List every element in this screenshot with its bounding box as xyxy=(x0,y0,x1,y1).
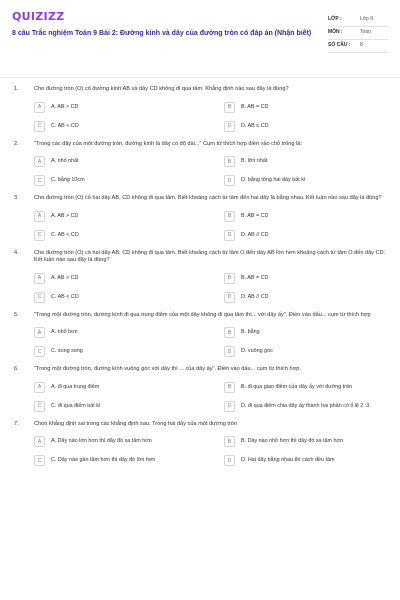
option-text: C. song song xyxy=(51,348,83,355)
answer-options xyxy=(12,155,388,187)
option-letter-box[interactable]: C xyxy=(34,292,45,303)
option-letter-box[interactable]: D xyxy=(224,346,235,357)
option-text: A. nhỏ nhất xyxy=(51,158,79,165)
worksheet-header xyxy=(0,0,400,78)
option-letter-box[interactable]: A xyxy=(34,436,45,447)
option-letter-box[interactable]: C xyxy=(34,455,45,466)
question-item xyxy=(12,195,388,242)
option-letter-box[interactable]: A xyxy=(34,102,45,113)
question-text: "Trong một đường tròn, đường kính đi qua trung điểm của một dây không đi qua tâm thì... với dây ấy". Điền vào dấu... cụm từ thích hợp xyxy=(34,311,371,318)
option-letter-box[interactable]: D xyxy=(224,292,235,303)
answer-option[interactable] xyxy=(224,272,388,285)
answer-option[interactable] xyxy=(224,210,388,223)
option-text: D. Hai dây bằng nhau thì cách đều tâm xyxy=(241,457,335,464)
answer-option[interactable] xyxy=(224,174,388,187)
option-letter-box[interactable]: D xyxy=(224,175,235,186)
option-text: C. AB < CD xyxy=(51,231,79,238)
answer-option[interactable] xyxy=(224,400,388,413)
option-letter-box[interactable]: B xyxy=(224,382,235,393)
question-number: 4. xyxy=(14,249,19,256)
option-text: D. vuông góc xyxy=(241,348,273,355)
answer-option[interactable] xyxy=(34,326,198,339)
question-text: "Trong một đường tròn, đường kính vuông góc với dây thì ... của dây ấy". Điền vào dấu... cụm từ thích hợp xyxy=(34,366,300,372)
question-text: Cho đường tròn (O) có hai dây AB, CD không đi qua tâm. Biết khoảng cách từ tâm O đến dây AB lớn hơn khoảng cách từ tâm O đến dây CD. Kết luận nào sau đây là đúng? xyxy=(34,249,386,263)
option-text: A. Dây nào lớn hơn thì dây đó xa tâm hơn xyxy=(51,438,152,445)
option-text: A. đi qua trung điểm xyxy=(51,383,100,390)
option-text: C. Dây nào gần tâm hơn thì dây đó lớn hơn xyxy=(51,457,156,464)
option-text: D. AB // CD xyxy=(241,231,269,238)
option-letter-box[interactable]: D xyxy=(224,121,235,132)
question-header xyxy=(12,141,388,149)
option-letter-box[interactable]: A xyxy=(34,156,45,167)
option-text: A. AB > CD xyxy=(51,274,79,281)
meta-label: LỚP : xyxy=(328,16,342,22)
question-item xyxy=(12,366,388,413)
option-text: A. nhỏ hơn xyxy=(51,329,78,336)
quizizz-logo: QUIZIZZ xyxy=(12,10,65,23)
worksheet-meta xyxy=(328,14,388,53)
answer-options xyxy=(12,101,388,133)
option-text: B. đi qua giao điểm của dây ấy với đường tròn xyxy=(241,383,353,390)
answer-options xyxy=(12,381,388,413)
answer-option[interactable] xyxy=(34,174,198,187)
answer-option[interactable] xyxy=(34,400,198,413)
meta-value: 8 xyxy=(360,42,363,48)
option-letter-box[interactable]: D xyxy=(224,455,235,466)
answer-option[interactable] xyxy=(34,120,198,133)
answer-option[interactable] xyxy=(224,454,388,467)
option-text: B. AB = CD xyxy=(241,274,269,281)
question-item xyxy=(12,312,388,359)
question-list xyxy=(0,78,400,467)
option-text: B. lớn nhất xyxy=(241,158,268,165)
answer-option[interactable] xyxy=(224,435,388,448)
option-text: A. AB > CD xyxy=(51,212,79,219)
question-number: 5. xyxy=(14,311,19,318)
answer-option[interactable] xyxy=(224,381,388,394)
option-text: B. bằng xyxy=(241,329,260,336)
option-letter-box[interactable]: B xyxy=(224,273,235,284)
answer-option[interactable] xyxy=(34,210,198,223)
question-header xyxy=(12,366,388,374)
option-text: D. AB ≤ CD xyxy=(241,122,269,129)
question-item xyxy=(12,141,388,188)
answer-options xyxy=(12,210,388,242)
answer-option[interactable] xyxy=(224,155,388,168)
option-text: C. bằng 10cm xyxy=(51,177,85,184)
meta-value: Toán xyxy=(360,29,371,35)
meta-question-count xyxy=(328,40,388,53)
answer-option[interactable] xyxy=(224,345,388,358)
question-text: Cho đường tròn (O) có đường kính AB và dây CD không đi qua tâm. Khẳng định nào sau đây là đúng? xyxy=(34,86,289,92)
answer-option[interactable] xyxy=(34,345,198,358)
answer-option[interactable] xyxy=(34,229,198,242)
option-letter-box[interactable]: C xyxy=(34,230,45,241)
answer-option[interactable] xyxy=(34,435,198,448)
question-number: 6. xyxy=(14,366,19,372)
option-text: A. AB > CD xyxy=(51,103,79,110)
question-item xyxy=(12,86,388,133)
meta-subject xyxy=(328,27,388,40)
question-item xyxy=(12,421,388,468)
option-letter-box[interactable]: B xyxy=(224,436,235,447)
meta-label: MÔN : xyxy=(328,29,343,35)
option-letter-box[interactable]: A xyxy=(34,211,45,222)
option-letter-box[interactable]: A xyxy=(34,382,45,393)
answer-option[interactable] xyxy=(224,101,388,114)
question-number: 1. xyxy=(14,86,19,92)
question-header xyxy=(12,86,388,94)
answer-option[interactable] xyxy=(224,229,388,242)
meta-grade xyxy=(328,14,388,27)
answer-options xyxy=(12,326,388,358)
option-text: B. Dây nào nhỏ hơn thì dây đó xa tâm hơn xyxy=(241,438,344,445)
answer-option[interactable] xyxy=(34,155,198,168)
option-letter-box[interactable]: B xyxy=(224,156,235,167)
option-letter-box[interactable]: D xyxy=(224,401,235,412)
option-letter-box[interactable]: C xyxy=(34,175,45,186)
answer-option[interactable] xyxy=(224,120,388,133)
option-text: C. đi qua điểm bất kì xyxy=(51,402,101,409)
option-letter-box[interactable]: A xyxy=(34,327,45,338)
option-letter-box[interactable]: A xyxy=(34,273,45,284)
question-header xyxy=(12,312,388,320)
worksheet-title: 8 câu Trắc nghiệm Toán 9 Bài 2: Đường kính và dây của đường tròn có đáp án (Nhận biết) xyxy=(12,30,312,37)
option-letter-box[interactable]: C xyxy=(34,346,45,357)
option-text: B. AB = CD xyxy=(241,103,269,110)
option-letter-box[interactable]: D xyxy=(224,230,235,241)
option-letter-box[interactable]: B xyxy=(224,327,235,338)
option-text: C. AB < CD xyxy=(51,122,79,129)
question-number: 2. xyxy=(14,140,19,147)
meta-value: Lớp 9 xyxy=(360,16,374,22)
answer-option[interactable] xyxy=(34,454,198,467)
answer-options xyxy=(12,272,388,304)
answer-options xyxy=(12,435,388,467)
option-text: C. AB < CD xyxy=(51,293,79,300)
question-number: 7. xyxy=(14,420,19,427)
option-letter-box[interactable]: C xyxy=(34,401,45,412)
answer-option[interactable] xyxy=(224,326,388,339)
question-text: Cho đường tròn (O) có hai dây AB, CD không đi qua tâm. Biết khoảng cách từ tâm đến hai dây là bằng nhau. Kết luận nào sau đây là đúng? xyxy=(34,195,382,201)
answer-option[interactable] xyxy=(34,272,198,285)
meta-label: SỐ CÂU : xyxy=(328,42,351,48)
option-text: D. bằng tổng hai dây bất kì xyxy=(241,177,306,184)
answer-option[interactable] xyxy=(34,381,198,394)
option-letter-box[interactable]: B xyxy=(224,211,235,222)
question-text: Chọn khẳng định sai trong các khẳng định sau. Trong hai dây của một đường tròn xyxy=(34,420,238,427)
answer-option[interactable] xyxy=(34,101,198,114)
answer-option[interactable] xyxy=(224,291,388,304)
answer-option[interactable] xyxy=(34,291,198,304)
question-header xyxy=(12,250,388,265)
option-text: D. AB // CD xyxy=(241,293,269,300)
option-letter-box[interactable]: C xyxy=(34,121,45,132)
option-text: B. AB = CD xyxy=(241,212,269,219)
question-header xyxy=(12,421,388,429)
question-number: 3. xyxy=(14,195,19,201)
question-header xyxy=(12,195,388,203)
option-letter-box[interactable]: B xyxy=(224,102,235,113)
option-text: D. đi qua điểm chia dây ấy thành hai phần có tỉ lệ 2 :3 xyxy=(241,402,370,409)
question-item xyxy=(12,250,388,304)
question-text: "Trong các dây của một đường tròn, đường kính là dây có độ dài..." Cụm từ thích hợp điền vào chỗ trống là: xyxy=(34,140,302,147)
